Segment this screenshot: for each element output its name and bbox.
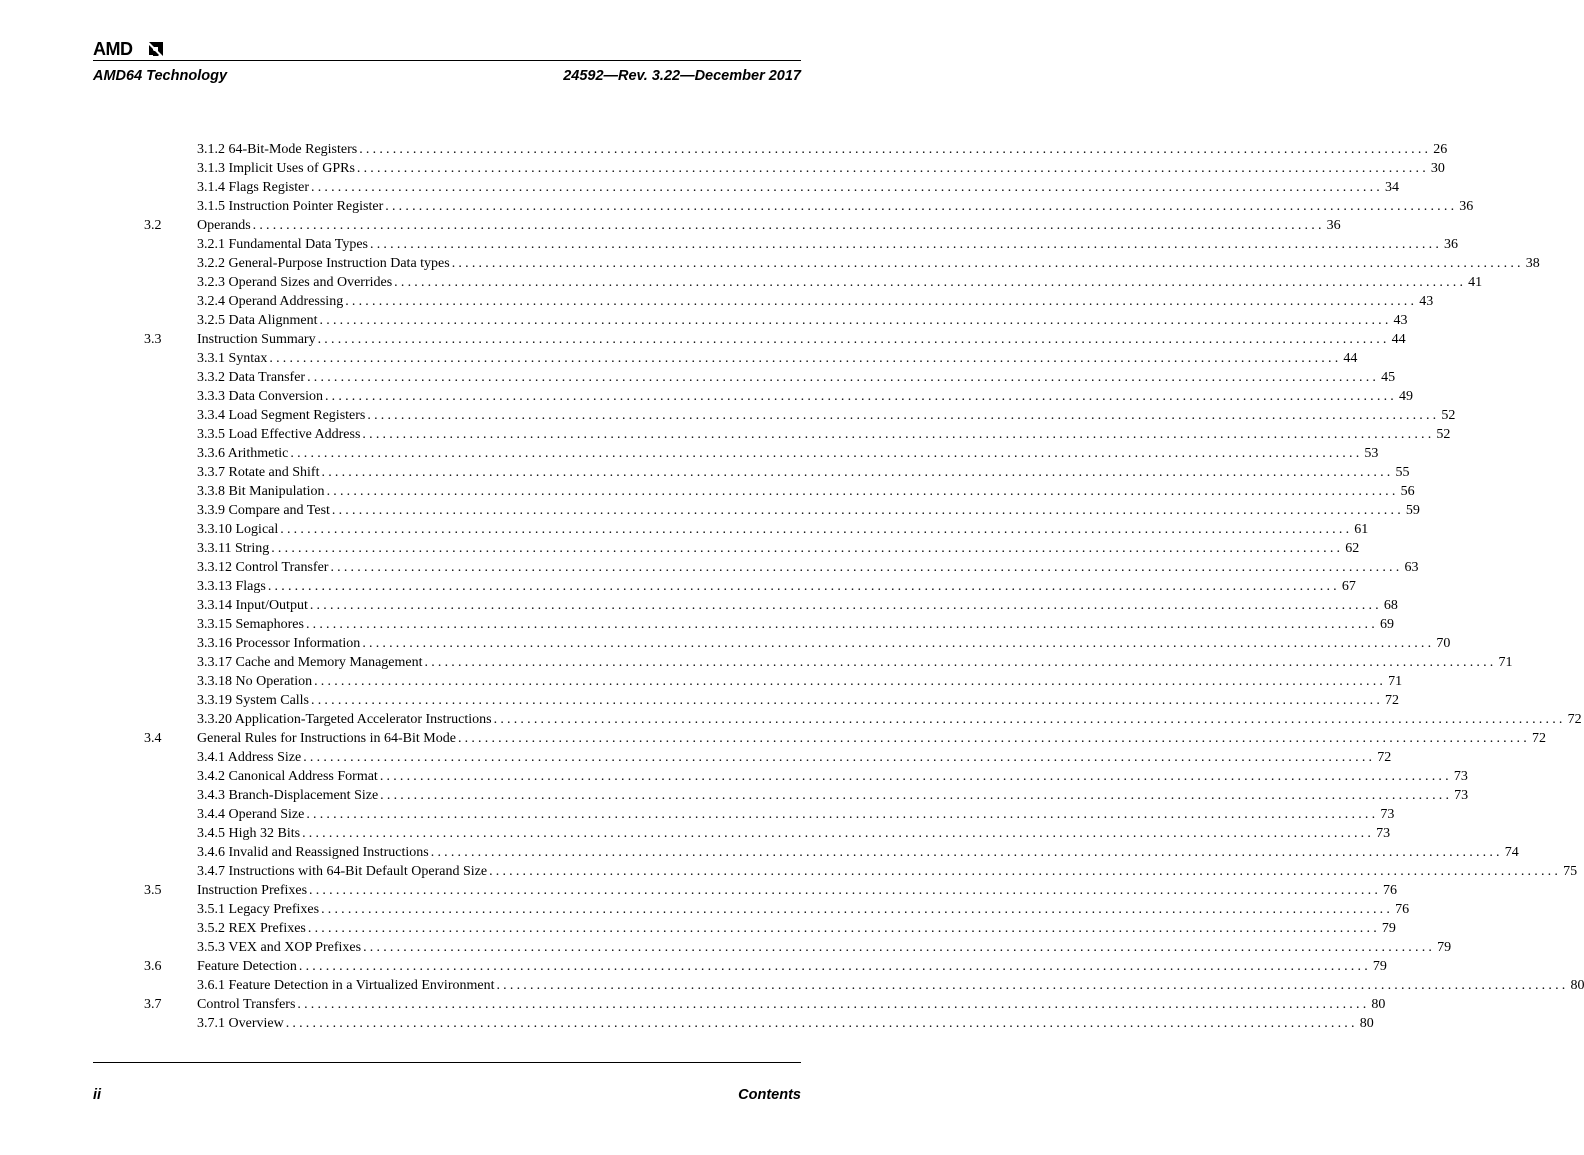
header-doc-revision: 24592—Rev. 3.22—December 2017 (563, 68, 801, 84)
toc-title[interactable]: 3.5.3 VEX and XOP Prefixes (197, 940, 362, 955)
toc-entry[interactable] (197, 425, 1451, 444)
toc-dot-leader: ................................................................................................................................................................ (324, 389, 1397, 404)
toc-title[interactable]: 3.3.16 Processor Information (197, 636, 361, 651)
toc-dot-leader: ................................................................................................................................................................ (319, 313, 1392, 328)
toc-dot-leader: ................................................................................................................................................................ (307, 370, 1380, 385)
toc-dot-leader: ................................................................................................................................................................ (330, 560, 1403, 575)
toc-page-number[interactable]: 52 (1441, 408, 1456, 423)
toc-row[interactable] (0, 729, 1546, 748)
toc-title[interactable]: 3.7.1 Overview (197, 1016, 284, 1031)
toc-page-number[interactable]: 73 (1376, 826, 1391, 841)
toc-dot-leader: ................................................................................................................................................................ (252, 218, 1325, 233)
toc-row[interactable] (0, 216, 1341, 235)
toc-page-number[interactable]: 71 (1498, 655, 1513, 670)
toc-page-number[interactable]: 76 (1395, 902, 1410, 917)
table-of-contents (0, 140, 1584, 1033)
toc-row[interactable] (0, 634, 1451, 653)
toc-row[interactable] (0, 919, 1396, 938)
toc-title[interactable]: 3.1.2 64-Bit-Mode Registers (197, 142, 358, 157)
toc-entry[interactable] (197, 615, 1394, 634)
toc-entry[interactable] (197, 558, 1419, 577)
toc-row[interactable] (0, 767, 1468, 786)
toc-dot-leader: ................................................................................................................................................................ (297, 997, 1370, 1012)
toc-page-number[interactable]: 61 (1354, 522, 1369, 537)
toc-row[interactable] (0, 672, 1403, 691)
toc-dot-leader: ................................................................................................................................................................ (317, 332, 1390, 347)
toc-title[interactable]: 3.4.3 Branch-Displacement Size (197, 788, 379, 803)
toc-dot-leader: ................................................................................................................................................................ (367, 408, 1440, 423)
toc-entry[interactable] (197, 634, 1451, 653)
toc-title[interactable]: 3.3.15 Semaphores (197, 617, 304, 632)
toc-title[interactable]: 3.4.6 Invalid and Reassigned Instructions (197, 845, 429, 860)
toc-title[interactable]: Operands (197, 218, 251, 233)
toc-title[interactable]: 3.4.1 Address Size (197, 750, 302, 765)
toc-dot-leader: ................................................................................................................................................................ (362, 636, 1435, 651)
toc-entry[interactable] (197, 824, 1391, 843)
toc-page-number[interactable]: 72 (1377, 750, 1392, 765)
toc-page-number[interactable]: 71 (1388, 674, 1403, 689)
toc-entry[interactable] (197, 501, 1420, 520)
toc-page-number[interactable]: 74 (1504, 845, 1519, 860)
toc-title[interactable]: 3.1.4 Flags Register (197, 180, 309, 195)
toc-entry[interactable] (197, 691, 1400, 710)
toc-page-number[interactable]: 76 (1383, 883, 1398, 898)
toc-title[interactable]: 3.4.7 Instructions with 64-Bit Default Operand Size (197, 864, 488, 879)
toc-page-number[interactable]: 72 (1385, 693, 1400, 708)
toc-title[interactable]: 3.3.8 Bit Manipulation (197, 484, 325, 499)
toc-row[interactable] (0, 843, 1519, 862)
toc-title[interactable]: 3.3.4 Load Segment Registers (197, 408, 366, 423)
toc-entry[interactable] (197, 938, 1452, 957)
toc-page-number[interactable]: 49 (1398, 389, 1413, 404)
toc-row[interactable] (0, 463, 1410, 482)
toc-page-number[interactable]: 73 (1453, 769, 1468, 784)
header-doc-title: AMD64 Technology (93, 68, 228, 84)
toc-page-number[interactable]: 34 (1385, 180, 1399, 195)
toc-row[interactable] (0, 900, 1410, 919)
toc-dot-leader: ................................................................................................................................................................ (424, 655, 1497, 670)
toc-row[interactable] (0, 406, 1456, 425)
toc-dot-leader: ................................................................................................................................................................ (379, 769, 1452, 784)
toc-entry[interactable] (197, 653, 1513, 672)
toc-page-number[interactable]: 79 (1372, 959, 1387, 974)
toc-entry[interactable] (197, 254, 1540, 273)
toc-page-number[interactable]: 36 (1459, 199, 1474, 214)
toc-entry[interactable] (197, 406, 1456, 425)
toc-entry[interactable] (197, 710, 1582, 729)
toc-page-number[interactable]: 72 (1531, 731, 1546, 746)
header-rule (93, 60, 801, 61)
toc-dot-leader: ................................................................................................................................................................ (457, 731, 1530, 746)
toc-row[interactable] (0, 273, 1483, 292)
toc-page-number[interactable]: 72 (1567, 712, 1582, 727)
toc-row[interactable] (0, 653, 1513, 672)
toc-row[interactable] (0, 254, 1540, 273)
toc-dot-leader: ................................................................................................................................................................ (302, 826, 1375, 841)
toc-page-number[interactable]: 79 (1381, 921, 1396, 936)
toc-page-number[interactable]: 36 (1444, 237, 1459, 252)
toc-section-number: 3.3 (144, 332, 162, 347)
toc-dot-leader: ................................................................................................................................................................ (493, 712, 1566, 727)
toc-title[interactable]: 3.5.2 REX Prefixes (197, 921, 306, 936)
toc-title[interactable]: 3.3.10 Logical (197, 522, 279, 537)
toc-entry[interactable] (197, 368, 1396, 387)
toc-page-number[interactable]: 36 (1326, 218, 1341, 233)
toc-page-number[interactable]: 80 (1371, 997, 1386, 1012)
toc-page-number[interactable]: 80 (1359, 1016, 1374, 1031)
toc-page-number[interactable]: 55 (1395, 465, 1410, 480)
toc-dot-leader: ................................................................................................................................................................ (356, 161, 1429, 176)
toc-row[interactable] (0, 691, 1400, 710)
toc-row[interactable] (0, 501, 1420, 520)
toc-page-number[interactable]: 68 (1383, 598, 1398, 613)
toc-dot-leader: ................................................................................................................................................................ (309, 598, 1382, 613)
toc-entry[interactable] (197, 767, 1468, 786)
toc-entry[interactable] (197, 311, 1408, 330)
toc-dot-leader: ................................................................................................................................................................ (305, 617, 1378, 632)
toc-title[interactable]: 3.3.17 Cache and Memory Management (197, 655, 423, 670)
toc-row[interactable] (0, 786, 1469, 805)
toc-title[interactable]: 3.2.5 Data Alignment (197, 313, 318, 328)
toc-title[interactable]: 3.2.4 Operand Addressing (197, 294, 344, 309)
toc-row[interactable] (0, 881, 1398, 900)
toc-section-number: 3.7 (144, 997, 162, 1012)
toc-entry[interactable] (197, 672, 1403, 691)
toc-entry[interactable] (197, 748, 1392, 767)
toc-title[interactable]: 3.3.9 Compare and Test (197, 503, 330, 518)
toc-dot-leader: ................................................................................................................................................................ (314, 674, 1387, 689)
toc-entry[interactable] (197, 900, 1410, 919)
toc-row[interactable] (0, 824, 1391, 843)
toc-page-number[interactable]: 73 (1454, 788, 1469, 803)
toc-entry[interactable] (197, 273, 1483, 292)
toc-entry[interactable] (197, 520, 1369, 539)
toc-row[interactable] (0, 197, 1474, 216)
toc-row[interactable] (0, 976, 1584, 995)
toc-dot-leader: ................................................................................................................................................................ (267, 579, 1340, 594)
toc-entry[interactable] (197, 919, 1396, 938)
toc-title[interactable]: 3.3.3 Data Conversion (197, 389, 323, 404)
toc-row[interactable] (0, 292, 1434, 311)
toc-title[interactable]: 3.1.5 Instruction Pointer Register (197, 199, 384, 214)
toc-title[interactable]: 3.3.5 Load Effective Address (197, 427, 361, 442)
toc-dot-leader: ................................................................................................................................................................ (321, 902, 1394, 917)
toc-dot-leader: ................................................................................................................................................................ (496, 978, 1569, 993)
footer-section-name: Contents (738, 1087, 801, 1103)
toc-page-number[interactable]: 44 (1343, 351, 1358, 366)
toc-dot-leader: ................................................................................................................................................................ (326, 484, 1399, 499)
toc-row[interactable] (0, 140, 1448, 159)
toc-entry[interactable] (197, 577, 1356, 596)
toc-row[interactable] (0, 368, 1396, 387)
toc-title[interactable]: 3.3.1 Syntax (197, 351, 268, 366)
toc-row[interactable] (0, 577, 1356, 596)
toc-dot-leader: ................................................................................................................................................................ (385, 199, 1458, 214)
toc-dot-leader: ................................................................................................................................................................ (285, 1016, 1358, 1031)
toc-section-number: 3.5 (144, 883, 162, 898)
toc-page-number[interactable]: 80 (1570, 978, 1584, 993)
toc-page-number[interactable]: 43 (1393, 313, 1408, 328)
toc-page-number[interactable]: 73 (1380, 807, 1395, 822)
toc-title[interactable]: 3.3.19 System Calls (197, 693, 310, 708)
toc-entry[interactable] (197, 292, 1434, 311)
toc-row[interactable] (0, 805, 1395, 824)
toc-dot-leader: ................................................................................................................................................................ (362, 427, 1435, 442)
toc-row[interactable] (0, 444, 1379, 463)
toc-title[interactable]: 3.4.5 High 32 Bits (197, 826, 301, 841)
toc-dot-leader: ................................................................................................................................................................ (345, 294, 1418, 309)
toc-page-number[interactable]: 62 (1345, 541, 1360, 556)
toc-dot-leader: ................................................................................................................................................................ (311, 180, 1383, 195)
toc-title[interactable]: 3.5.1 Legacy Prefixes (197, 902, 320, 917)
toc-dot-leader: ................................................................................................................................................................ (370, 237, 1443, 252)
toc-title[interactable]: Instruction Summary (197, 332, 316, 347)
toc-row[interactable] (0, 159, 1445, 178)
toc-page-number[interactable]: 44 (1391, 332, 1406, 347)
toc-dot-leader: ................................................................................................................................................................ (303, 750, 1376, 765)
toc-page-number[interactable]: 75 (1563, 864, 1578, 879)
toc-row[interactable] (0, 539, 1360, 558)
toc-dot-leader: ................................................................................................................................................................ (380, 788, 1453, 803)
toc-page-number[interactable]: 53 (1364, 446, 1379, 461)
toc-row[interactable] (0, 862, 1578, 881)
toc-entry[interactable] (197, 862, 1578, 881)
toc-dot-leader: ................................................................................................................................................................ (298, 959, 1371, 974)
toc-page-number[interactable]: 41 (1468, 275, 1483, 290)
toc-title[interactable]: 3.3.12 Control Transfer (197, 560, 329, 575)
toc-entry[interactable] (197, 197, 1474, 216)
toc-entry[interactable] (197, 539, 1360, 558)
toc-entry[interactable] (197, 482, 1415, 501)
toc-title[interactable]: General Rules for Instructions in 64-Bit Mode (197, 731, 456, 746)
toc-dot-leader: ................................................................................................................................................................ (311, 693, 1384, 708)
toc-entry[interactable] (197, 957, 1387, 976)
toc-section-number: 3.6 (144, 959, 162, 974)
toc-dot-leader: ................................................................................................................................................................ (306, 807, 1379, 822)
toc-entry[interactable] (197, 843, 1519, 862)
toc-entry[interactable] (197, 729, 1546, 748)
toc-row[interactable] (0, 1014, 1374, 1033)
toc-entry[interactable] (197, 330, 1406, 349)
toc-section-number: 3.4 (144, 731, 162, 746)
toc-title[interactable]: 3.3.13 Flags (197, 579, 266, 594)
toc-entry[interactable] (197, 178, 1399, 197)
toc-entry[interactable] (197, 976, 1584, 995)
toc-page-number[interactable]: 59 (1405, 503, 1420, 518)
toc-row[interactable] (0, 558, 1419, 577)
toc-row[interactable] (0, 748, 1392, 767)
toc-row[interactable] (0, 349, 1358, 368)
toc-entry[interactable] (197, 995, 1386, 1014)
amd-logo (93, 40, 165, 58)
toc-title[interactable]: Feature Detection (197, 959, 297, 974)
toc-row[interactable] (0, 596, 1398, 615)
toc-dot-leader: ................................................................................................................................................................ (451, 256, 1524, 271)
toc-entry[interactable] (197, 387, 1413, 406)
toc-title[interactable]: 3.3.7 Rotate and Shift (197, 465, 320, 480)
toc-entry[interactable] (197, 596, 1398, 615)
toc-row[interactable] (0, 330, 1406, 349)
toc-page-number[interactable]: 56 (1400, 484, 1415, 499)
toc-entry[interactable] (197, 216, 1341, 235)
toc-dot-leader: ................................................................................................................................................................ (290, 446, 1363, 461)
toc-title[interactable]: 3.2.1 Fundamental Data Types (197, 237, 369, 252)
toc-page-number[interactable]: 52 (1436, 427, 1451, 442)
toc-row[interactable] (0, 235, 1459, 254)
toc-dot-leader: ................................................................................................................................................................ (271, 541, 1344, 556)
toc-row[interactable] (0, 482, 1415, 501)
toc-row[interactable] (0, 311, 1408, 330)
toc-title[interactable]: 3.4.4 Operand Size (197, 807, 305, 822)
toc-row[interactable] (0, 995, 1386, 1014)
toc-entry[interactable] (197, 786, 1469, 805)
toc-page-number[interactable]: 79 (1437, 940, 1452, 955)
toc-title[interactable]: 3.3.14 Input/Output (197, 598, 308, 613)
amd-logo-text: AMD (93, 39, 133, 59)
toc-entry[interactable] (197, 1014, 1374, 1033)
toc-entry[interactable] (197, 235, 1459, 254)
toc-page-number[interactable]: 63 (1404, 560, 1419, 575)
toc-page-number[interactable]: 30 (1430, 161, 1445, 176)
footer-rule (93, 1062, 801, 1063)
toc-title[interactable]: Instruction Prefixes (197, 883, 308, 898)
toc-entry[interactable] (197, 805, 1395, 824)
toc-dot-leader: ................................................................................................................................................................ (321, 465, 1394, 480)
toc-page-number[interactable]: 43 (1419, 294, 1434, 309)
toc-row[interactable] (0, 957, 1387, 976)
toc-title[interactable]: 3.3.6 Arithmetic (197, 446, 289, 461)
toc-title[interactable]: 3.4.2 Canonical Address Format (197, 769, 378, 784)
toc-dot-leader: ................................................................................................................................................................ (359, 142, 1432, 157)
toc-dot-leader: ................................................................................................................................................................ (280, 522, 1353, 537)
toc-section-number: 3.2 (144, 218, 162, 233)
toc-row[interactable] (0, 615, 1394, 634)
toc-row[interactable] (0, 425, 1451, 444)
toc-dot-leader: ................................................................................................................................................................ (430, 845, 1503, 860)
toc-page-number[interactable]: 69 (1379, 617, 1394, 632)
toc-dot-leader: ................................................................................................................................................................ (309, 883, 1382, 898)
toc-entry[interactable] (197, 140, 1448, 159)
toc-title[interactable]: 3.3.11 String (197, 541, 270, 556)
toc-dot-leader: ................................................................................................................................................................ (489, 864, 1562, 879)
toc-dot-leader: ................................................................................................................................................................ (331, 503, 1404, 518)
footer-page-number: ii (93, 1087, 102, 1103)
toc-page-number[interactable]: 38 (1525, 256, 1540, 271)
toc-row[interactable] (0, 520, 1369, 539)
toc-page-number[interactable]: 70 (1436, 636, 1451, 651)
toc-row[interactable] (0, 387, 1413, 406)
toc-row[interactable] (0, 710, 1582, 729)
toc-title[interactable]: 3.6.1 Feature Detection in a Virtualized Environment (197, 978, 495, 993)
toc-entry[interactable] (197, 881, 1398, 900)
toc-dot-leader: ................................................................................................................................................................ (394, 275, 1467, 290)
toc-entry[interactable] (197, 444, 1379, 463)
toc-title[interactable]: 3.2.3 Operand Sizes and Overrides (197, 275, 393, 290)
toc-entry[interactable] (197, 463, 1410, 482)
toc-title[interactable]: 3.2.2 General-Purpose Instruction Data types (197, 256, 450, 271)
toc-title[interactable]: 3.3.2 Data Transfer (197, 370, 306, 385)
toc-dot-leader: ................................................................................................................................................................ (269, 351, 1342, 366)
toc-page-number[interactable]: 67 (1341, 579, 1356, 594)
toc-page-number[interactable]: 26 (1433, 142, 1448, 157)
toc-title[interactable]: 3.1.3 Implicit Uses of GPRs (197, 161, 355, 176)
toc-page-number[interactable]: 45 (1381, 370, 1396, 385)
toc-dot-leader: ................................................................................................................................................................ (307, 921, 1380, 936)
toc-row[interactable] (0, 938, 1452, 957)
toc-row[interactable] (0, 178, 1399, 197)
toc-entry[interactable] (197, 349, 1358, 368)
toc-entry[interactable] (197, 159, 1445, 178)
toc-title[interactable]: Control Transfers (197, 997, 296, 1012)
toc-dot-leader: ................................................................................................................................................................ (363, 940, 1436, 955)
toc-title[interactable]: 3.3.18 No Operation (197, 674, 313, 689)
toc-title[interactable]: 3.3.20 Application-Targeted Accelerator Instructions (197, 712, 492, 727)
